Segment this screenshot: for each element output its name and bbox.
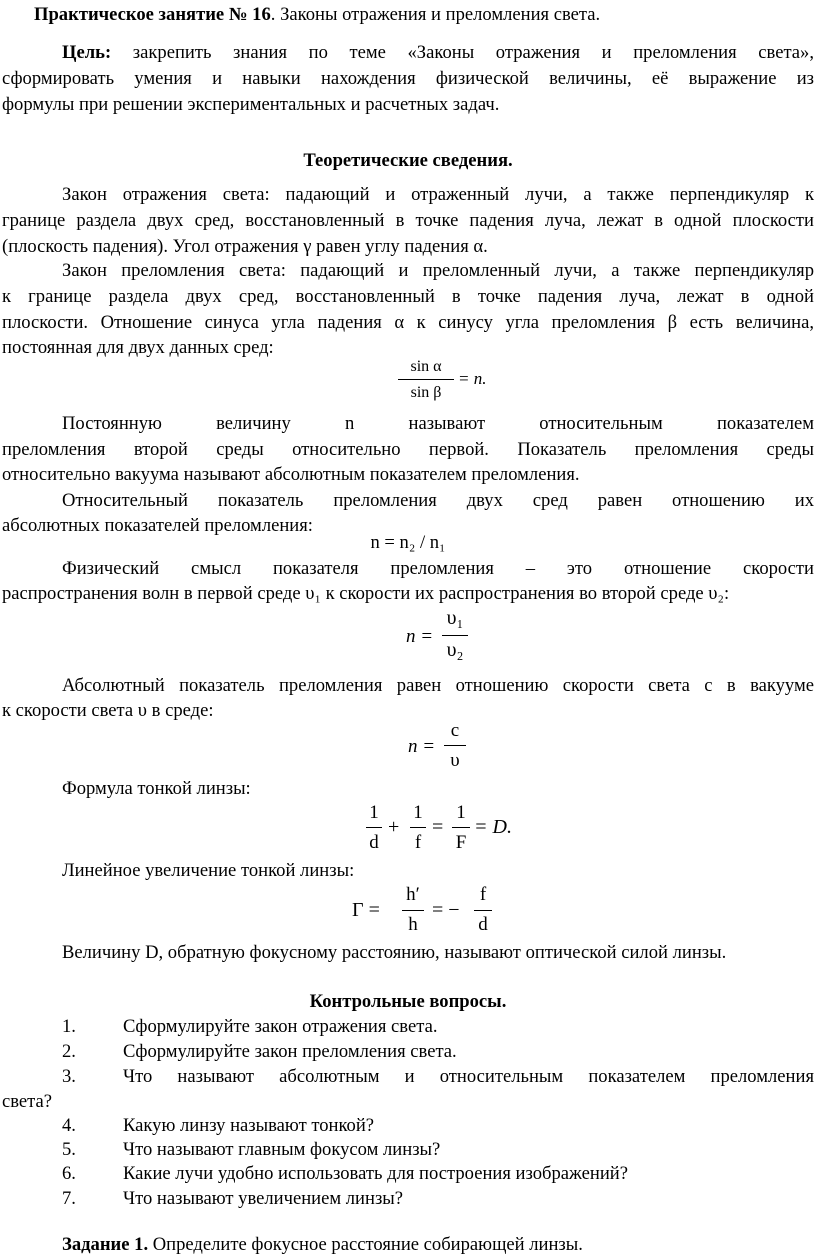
mag-mid: = −: [432, 899, 460, 921]
p4-line-1: Относительный показатель преломления двух сред равен отношению их: [62, 490, 814, 511]
snell-numerator: sin α: [410, 358, 442, 375]
abs-numerator: c: [450, 720, 460, 741]
lens-t1-num: 1: [369, 802, 379, 823]
p2-line-4: постоянная для двух данных сред:: [2, 337, 274, 358]
p4-formula: n = n₂ / n₁: [370, 532, 446, 553]
abs-denominator: υ: [450, 750, 460, 771]
lens-t2-den: f: [414, 832, 422, 853]
p8-line: Линейное увеличение тонкой линзы:: [62, 860, 355, 881]
question-text: Сформулируйте закон отражения света.: [123, 1016, 438, 1037]
theory-heading: [0, 148, 816, 173]
lens-t1-den: d: [369, 832, 379, 853]
goal-line-1: [62, 40, 814, 65]
lens-t1-bar: [366, 827, 382, 828]
lens-t3-den: F: [455, 832, 467, 853]
p3-line-1: Постоянную величину n называют относительным показателем: [62, 413, 814, 434]
question-number: 5.: [62, 1139, 76, 1160]
lens-t2-num: 1: [413, 802, 423, 823]
goal-label: Цель:: [62, 42, 112, 63]
abs-fraction-bar: [444, 745, 466, 746]
p3-line-3: относительно вакуума называют абсолютным показателем преломления.: [2, 464, 580, 485]
lens-plus: +: [388, 816, 400, 838]
p2-line-1: Закон преломления света: падающий и преломленный лучи, а также перпендикуляр: [62, 260, 814, 281]
p1-line-3: (плоскость падения). Угол отражения γ равен углу падения α.: [2, 236, 488, 257]
question-number: 6.: [62, 1163, 76, 1184]
p2-line-3: плоскости. Отношение синуса угла падения α к синусу угла преломления β есть величина,: [2, 312, 814, 333]
p7-line: Формула тонкой линзы:: [62, 778, 251, 799]
goal-text-1: закрепить знания по теме «Законы отражения и преломления света»,: [111, 42, 814, 63]
title-bold: Практическое занятие № 16: [34, 4, 271, 25]
lens-t3-bar: [452, 827, 470, 828]
mag-lhs: Γ =: [352, 899, 380, 921]
question-text-continuation: света?: [2, 1091, 53, 1112]
p1-line-2: границе раздела двух сред, восстановленный в точке падения луча, лежат в одной плоскости: [2, 210, 814, 231]
question-text: Какие лучи удобно использовать для построения изображений?: [123, 1163, 628, 1184]
mag-num1: h′: [406, 884, 420, 905]
mag-den1: h: [408, 914, 418, 935]
goal-line-2: сформировать умения и навыки нахождения физической величины, её выражение из: [2, 68, 814, 89]
lens-eq: =: [432, 816, 444, 838]
question-text: Что называют увеличением линзы?: [123, 1188, 404, 1209]
p6-line-2: к скорости света υ в среде:: [2, 700, 214, 721]
question-number: 3.: [62, 1066, 76, 1087]
speed-denominator: υ₂: [446, 639, 464, 661]
snell-rhs: = n.: [458, 369, 487, 388]
questions-heading: [0, 989, 816, 1014]
p5-line-2: распространения волн в первой среде υ₁ к скорости их распространения во второй среде υ₂:: [2, 583, 730, 604]
mag-num2: f: [479, 884, 487, 905]
questions-heading-text: Контрольные вопросы.: [309, 991, 507, 1012]
mag-den2: d: [478, 914, 488, 935]
question-number: 7.: [62, 1188, 76, 1209]
task-line: [62, 1232, 816, 1257]
task-label: Задание 1.: [62, 1234, 149, 1255]
theory-heading-text: Теоретические сведения.: [303, 150, 513, 171]
lens-rhs: = D.: [474, 816, 512, 838]
p6-line-1: Абсолютный показатель преломления равен отношению скорости света с в вакууме: [62, 675, 814, 696]
question-text: Сформулируйте закон преломления света.: [123, 1041, 457, 1062]
goal-line-3: формулы при решении экспериментальных и расчетных задач.: [2, 94, 500, 115]
title-rest: . Законы отражения и преломления света.: [270, 4, 601, 25]
lens-t3-num: 1: [456, 802, 466, 823]
question-number: 1.: [62, 1016, 76, 1037]
speed-numerator: υ₁: [446, 607, 464, 629]
abs-lhs: n =: [408, 736, 436, 757]
question-text: Какую линзу называют тонкой?: [123, 1115, 375, 1136]
speed-fraction-bar: [442, 635, 468, 636]
page-title: [34, 2, 794, 27]
p9-line: Величину D, обратную фокусному расстоянию, называют оптической силой линзы.: [62, 942, 727, 963]
speed-lhs: n =: [406, 626, 434, 647]
p2-line-2: к границе раздела двух сред, восстановленный в точке падения луча, лежат в одной: [2, 286, 814, 307]
lens-t2-bar: [410, 827, 426, 828]
task-text: Определите фокусное расстояние собирающей линзы.: [148, 1234, 583, 1255]
question-number: 4.: [62, 1115, 76, 1136]
p3-line-2: преломления второй среды относительно первой. Показатель преломления среды: [2, 439, 814, 460]
question-text: Что называют главным фокусом линзы?: [123, 1139, 441, 1160]
question-text: Что называют абсолютным и относительным показателем преломления: [123, 1066, 814, 1087]
snell-denominator: sin β: [410, 384, 442, 401]
p1-line-1: Закон отражения света: падающий и отраженный лучи, а также перпендикуляр к: [62, 184, 814, 205]
question-number: 2.: [62, 1041, 76, 1062]
p5-line-1: Физический смысл показателя преломления – это отношение скорости: [62, 558, 814, 579]
p4-line-2: абсолютных показателей преломления:: [2, 515, 313, 536]
